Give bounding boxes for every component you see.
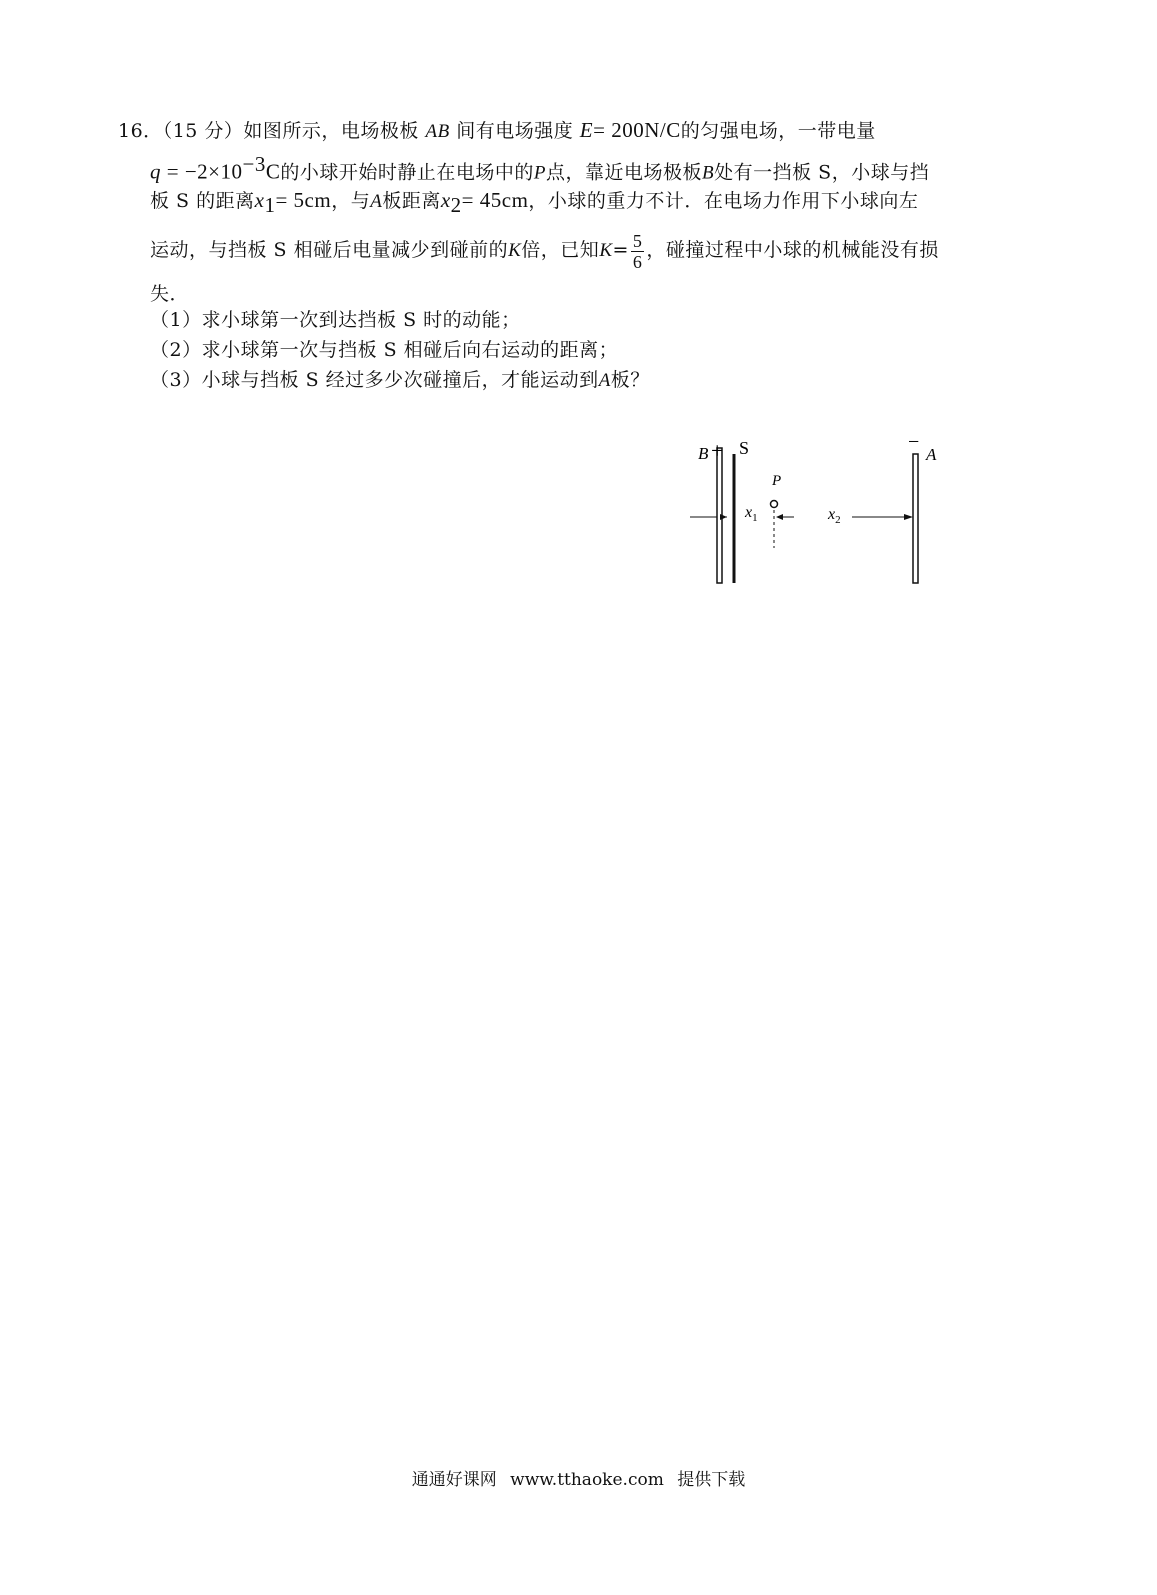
label-P: P (772, 473, 782, 489)
x1-right-arrowhead (776, 514, 783, 520)
problem-line-5: 失． (150, 283, 190, 305)
label-B: B (698, 444, 709, 463)
footer-url[interactable]: www.tthaoke.com (510, 1470, 664, 1490)
footer-site: 通通好课网 (411, 1470, 497, 1490)
problem-line-2: $q = -2\times 10^{-3}C$的小球开始时静止在电场中的P点，靠近电场极板B处有一挡板 S，小球与挡 (150, 152, 930, 184)
x2-arrowhead (904, 514, 913, 520)
plate-A (913, 454, 918, 583)
label-minus: − (908, 431, 920, 453)
problem-line-4: 运动，与挡板 S 相碰后电量减少到碰前的K倍，已知K= $\frac{5}{6}$ ，碰撞过程中小球的机械能没有损 (150, 230, 939, 272)
footer (0, 1465, 1157, 1490)
label-x1: $x_1$ (745, 504, 758, 524)
label-A: A (926, 445, 937, 464)
label-S: S (739, 438, 750, 458)
problem-line-3: 板 S 的距离$x_1= 5cm$，与A板距离$x_2= 45cm$，小球的重力不计．在电场力作用下小球向左 (150, 188, 919, 217)
electric-field-figure (690, 430, 960, 600)
question-1: （1）求小球第一次到达挡板 S 时的动能； (150, 309, 521, 331)
problem-line-1: 16．（15 分）如图所示，电场极板 AB 间有电场强度 E= 200N/C的匀强电场，一带电量 (118, 118, 876, 142)
point-P (771, 501, 778, 508)
label-plus: + (711, 438, 724, 463)
question-3: （3）小球与挡板 S 经过多少次碰撞后，才能运动到A板？ (150, 369, 650, 391)
question-2: （2）求小球第一次与挡板 S 相碰后向右运动的距离； (150, 339, 619, 361)
label-x2: $x_2$ (828, 506, 841, 526)
fraction-5-6: $\frac{5}{6}$ (632, 230, 643, 272)
footer-note: 提供下载 (677, 1470, 746, 1490)
